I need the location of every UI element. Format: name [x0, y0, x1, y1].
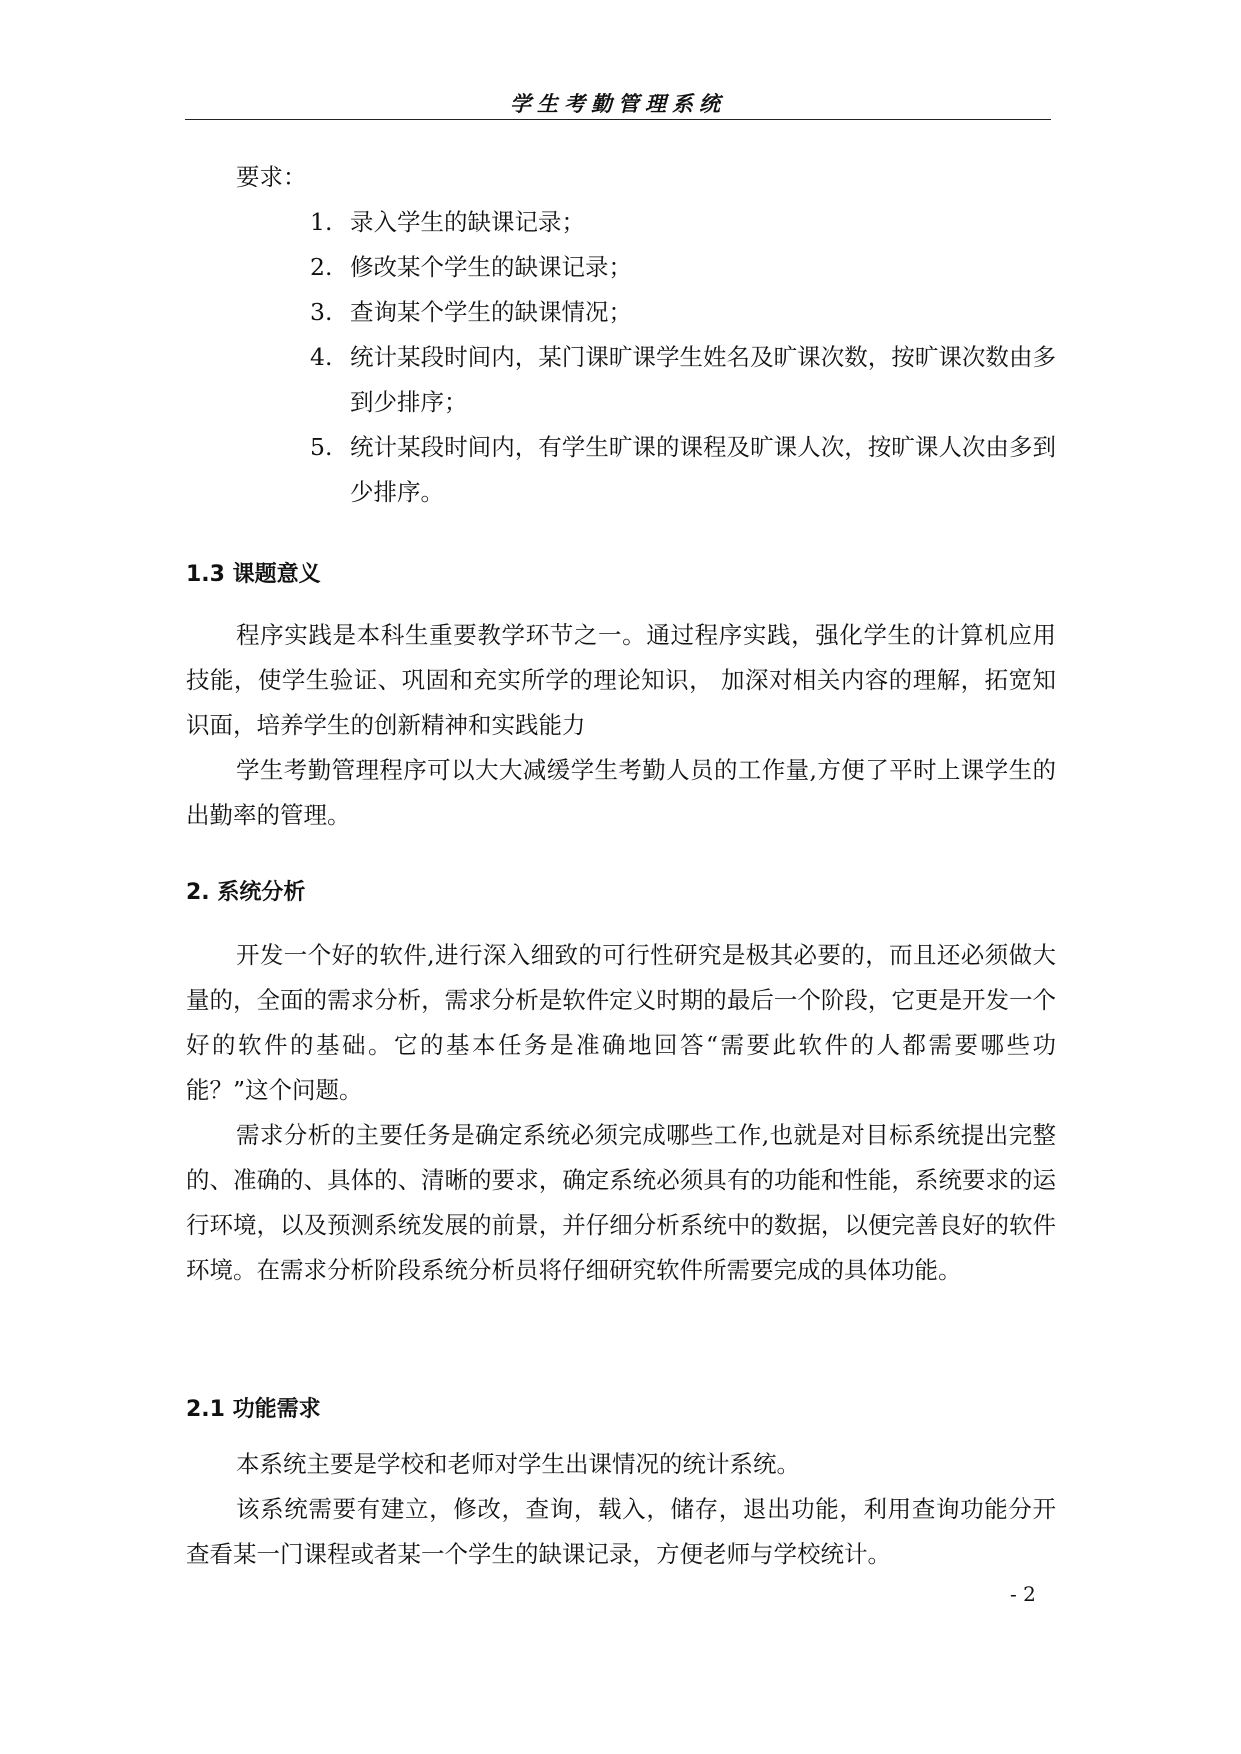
paragraph: 需求分析的主要任务是确定系统必须完成哪些工作,也就是对目标系统提出完整的、准确的、具体的、清晰的要求，确定系统必须具有的功能和性能，系统要求的运行环境，以及预测系统发展的前景，并仔细分析系统中的数据，以便完善良好的软件环境。在需求分析阶段系统分析员将仔细研究软件所需要完成的具体功能。 [186, 1121, 1056, 1284]
paragraph: 学生考勤管理程序可以大大减缓学生考勤人员的工作量,方便了平时上课学生的出勤率的管理。 [186, 756, 1056, 829]
paragraph: 开发一个好的软件,进行深入细致的可行性研究是极其必要的，而且还必须做大量的，全面的需求分析，需求分析是软件定义时期的最后一个阶段，它更是开发一个好的软件的基础。它的基本任务是准确地回答“需要此软件的人都需要哪些功能？”这个问题。 [186, 941, 1056, 1104]
section-2-1-body [186, 1442, 1056, 1577]
section-heading-2-1: 2.1 功能需求 [186, 1397, 321, 1422]
list-item-number: 5. [310, 433, 333, 461]
requirements-list [310, 200, 1056, 515]
list-item-text: 录入学生的缺课记录； [350, 208, 585, 236]
running-header: 学生考勤管理系统 [510, 91, 726, 116]
paragraph: 程序实践是本科生重要教学环节之一。通过程序实践，强化学生的计算机应用技能，使学生验证、巩固和充实所学的理论知识， 加深对相关内容的理解，拓宽知识面，培养学生的创新精神和实践能力 [186, 621, 1056, 739]
paragraph: 本系统主要是学校和老师对学生出课情况的统计系统。 [236, 1450, 800, 1478]
section-heading-2: 2. 系统分析 [186, 880, 306, 905]
page-number: - 2 [1010, 1582, 1036, 1606]
list-item-number: 1. [310, 208, 333, 236]
list-item [310, 425, 1056, 515]
list-item [310, 290, 1056, 335]
requirements-label: 要求： [236, 163, 307, 191]
section-1-3-body [186, 613, 1056, 838]
header-rule [185, 119, 1051, 120]
list-item-text: 统计某段时间内，某门课旷课学生姓名及旷课次数，按旷课次数由多到少排序； [350, 343, 1056, 416]
section-heading-1-3: 1.3 课题意义 [186, 562, 321, 587]
list-item [310, 200, 1056, 245]
list-item [310, 245, 1056, 290]
list-item-number: 4. [310, 343, 333, 371]
list-item-number: 2. [310, 253, 333, 281]
section-2-body [186, 933, 1056, 1293]
list-item-text: 修改某个学生的缺课记录； [350, 253, 632, 281]
list-item [310, 335, 1056, 425]
paragraph: 该系统需要有建立，修改，查询，载入，储存，退出功能，利用查询功能分开查看某一门课程或者某一个学生的缺课记录，方便老师与学校统计。 [186, 1495, 1056, 1568]
list-item-text: 查询某个学生的缺课情况； [350, 298, 632, 326]
list-item-number: 3. [310, 298, 333, 326]
list-item-text: 统计某段时间内，有学生旷课的课程及旷课人次，按旷课人次由多到少排序。 [350, 433, 1056, 506]
